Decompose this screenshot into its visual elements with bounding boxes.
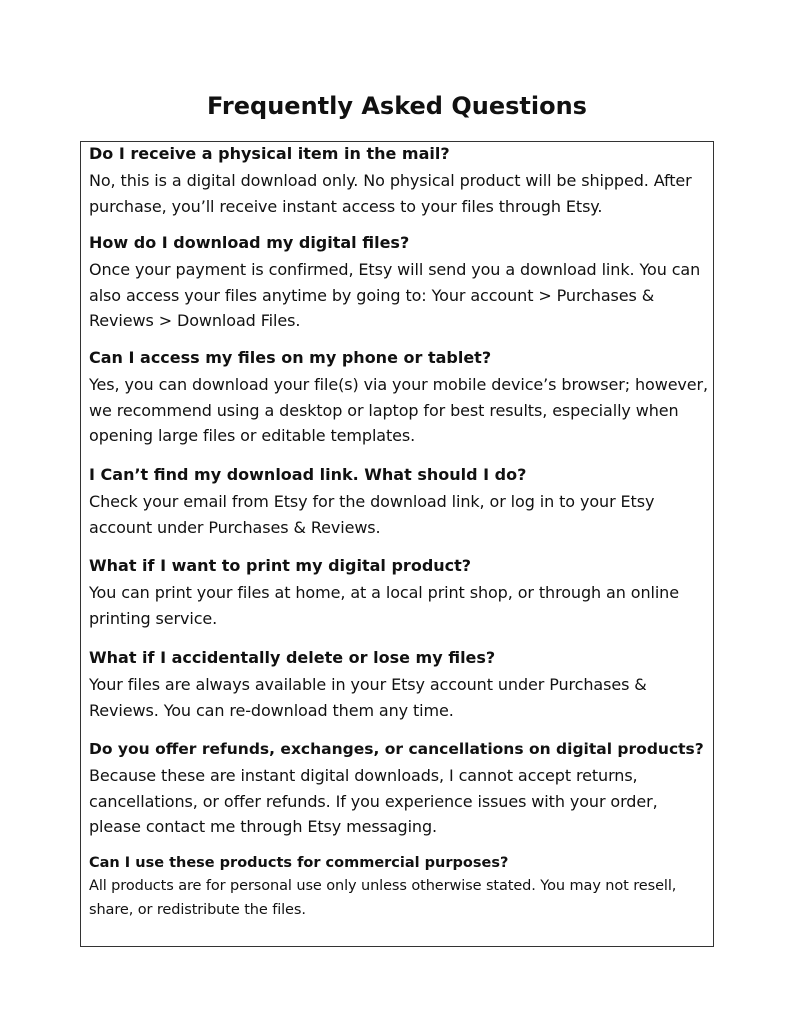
faq-question: I Can’t find my download link. What should I do? — [89, 465, 527, 484]
faq-item — [89, 142, 713, 219]
faq-item — [89, 463, 713, 540]
faq-answer: Check your email from Etsy for the download link, or log in to your Etsy account under Purchases & Reviews. — [89, 492, 655, 537]
faq-question: How do I download my digital files? — [89, 233, 410, 252]
faq-question: Do you offer refunds, exchanges, or cancellations on digital products? — [89, 740, 704, 758]
faq-question: Can I use these products for commercial purposes? — [89, 855, 509, 871]
faq-answer: You can print your files at home, at a local print shop, or through an online printing service. — [89, 583, 679, 628]
faq-question: Do I receive a physical item in the mail? — [89, 144, 450, 163]
faq-item — [89, 554, 713, 631]
faq-question: Can I access my files on my phone or tablet? — [89, 348, 492, 367]
faq-question: What if I want to print my digital product? — [89, 556, 472, 575]
faq-item — [89, 346, 713, 449]
faq-answer: Because these are instant digital downloads, I cannot accept returns, cancellations, or offer refunds. If you experience issues with your order, please contact me through Etsy messaging. — [89, 766, 658, 836]
faq-item — [89, 737, 713, 840]
faq-item — [89, 646, 713, 723]
page-title: Frequently Asked Questions — [207, 92, 587, 120]
faq-answer: Once your payment is confirmed, Etsy will send you a download link. You can also access your files anytime by going to: Your account > Purchases & Reviews > Download Files. — [89, 260, 701, 330]
faq-item — [89, 231, 713, 334]
faq-item — [89, 852, 713, 922]
faq-answer: Your files are always available in your Etsy account under Purchases & Reviews. You can re-download them any time. — [89, 675, 647, 720]
faq-answer: Yes, you can download your file(s) via your mobile device’s browser; however, we recommend using a desktop or laptop for best results, especially when opening large files or editable templates. — [89, 375, 709, 445]
faq-question: What if I accidentally delete or lose my files? — [89, 648, 496, 667]
faq-answer: No, this is a digital download only. No physical product will be shipped. After purchase, you’ll receive instant access to your files through Etsy. — [89, 171, 692, 216]
faq-answer: All products are for personal use only unless otherwise stated. You may not resell, share, or redistribute the files. — [89, 878, 677, 918]
faq-box — [80, 141, 714, 947]
